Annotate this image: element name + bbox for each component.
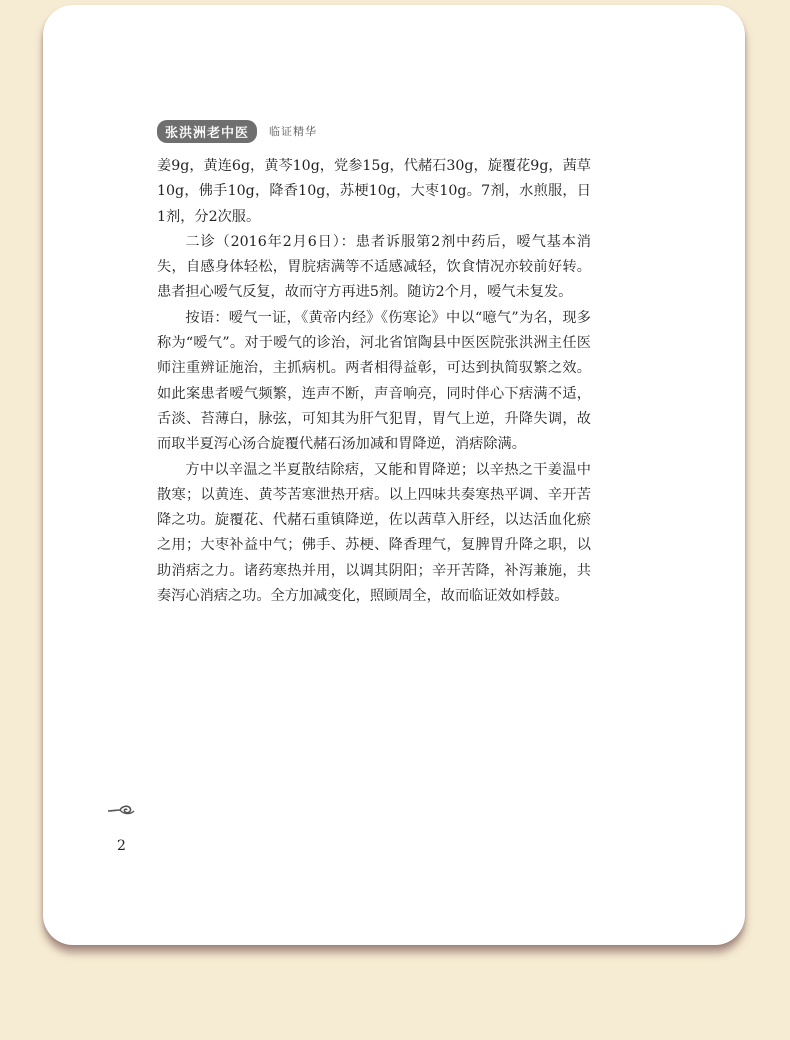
- paragraph-second-visit: 二诊（2016年2月6日）：患者诉服第2剂中药后，嗳气基本消失，自感身体轻松，胃脘痞满等不适感减轻，饮食情况亦较前好转。患者担心嗳气反复，故而守方再进5剂。随访2个月，嗳气未复发。: [157, 233, 591, 301]
- running-header: [157, 120, 317, 142]
- paragraph-prescription: 姜9g，黄连6g，黄芩10g，党参15g，代赭石30g，旋覆花9g，茜草10g，佛手10g，降香10g，苏梗10g，大枣10g。7剂，水煎服，日1剂，分2次服。: [157, 158, 591, 225]
- paragraph-formula-analysis: 方中以辛温之半夏散结除痞，又能和胃降逆；以辛热之干姜温中散寒；以黄连、黄芩苦寒泄热开痞。以上四味共奏寒热平调、辛开苦降之功。旋覆花、代赭石重镇降逆，佐以茜草入肝经，以达活血化瘀之用；大枣补益中气；佛手、苏梗、降香理气，复脾胃升降之职，以助消痞之力。诸药寒热并用，以调其阴阳；辛开苦降，补泻兼施，共奏泻心消痞之功。全方加减变化，照顾周全，故而临证效如桴鼓。: [157, 461, 591, 605]
- body-text: [157, 154, 591, 609]
- page-number: 2: [117, 838, 126, 854]
- paragraph-commentary: 按语：嗳气一证，《黄帝内经》《伤寒论》中以“噫气”为名，现多称为“嗳气”。对于嗳气的诊治，河北省馆陶县中医医院张洪洲主任医师注重辨证施治，主抓病机。两者相得益彰，可达到执简驭繁之效。如此案患者嗳气频繁，连声不断，声音响亮，同时伴心下痞满不适，舌淡、苔薄白，脉弦，可知其为肝气犯胃，胃气上逆，升降失调，故而取半夏泻心汤合旋覆代赭石汤加减和胃降逆，消痞除满。: [157, 309, 591, 453]
- book-title-seal: 张洪洲老中医: [157, 120, 257, 143]
- section-title: 临证精华: [269, 125, 318, 138]
- cloud-ornament-icon: [107, 802, 137, 823]
